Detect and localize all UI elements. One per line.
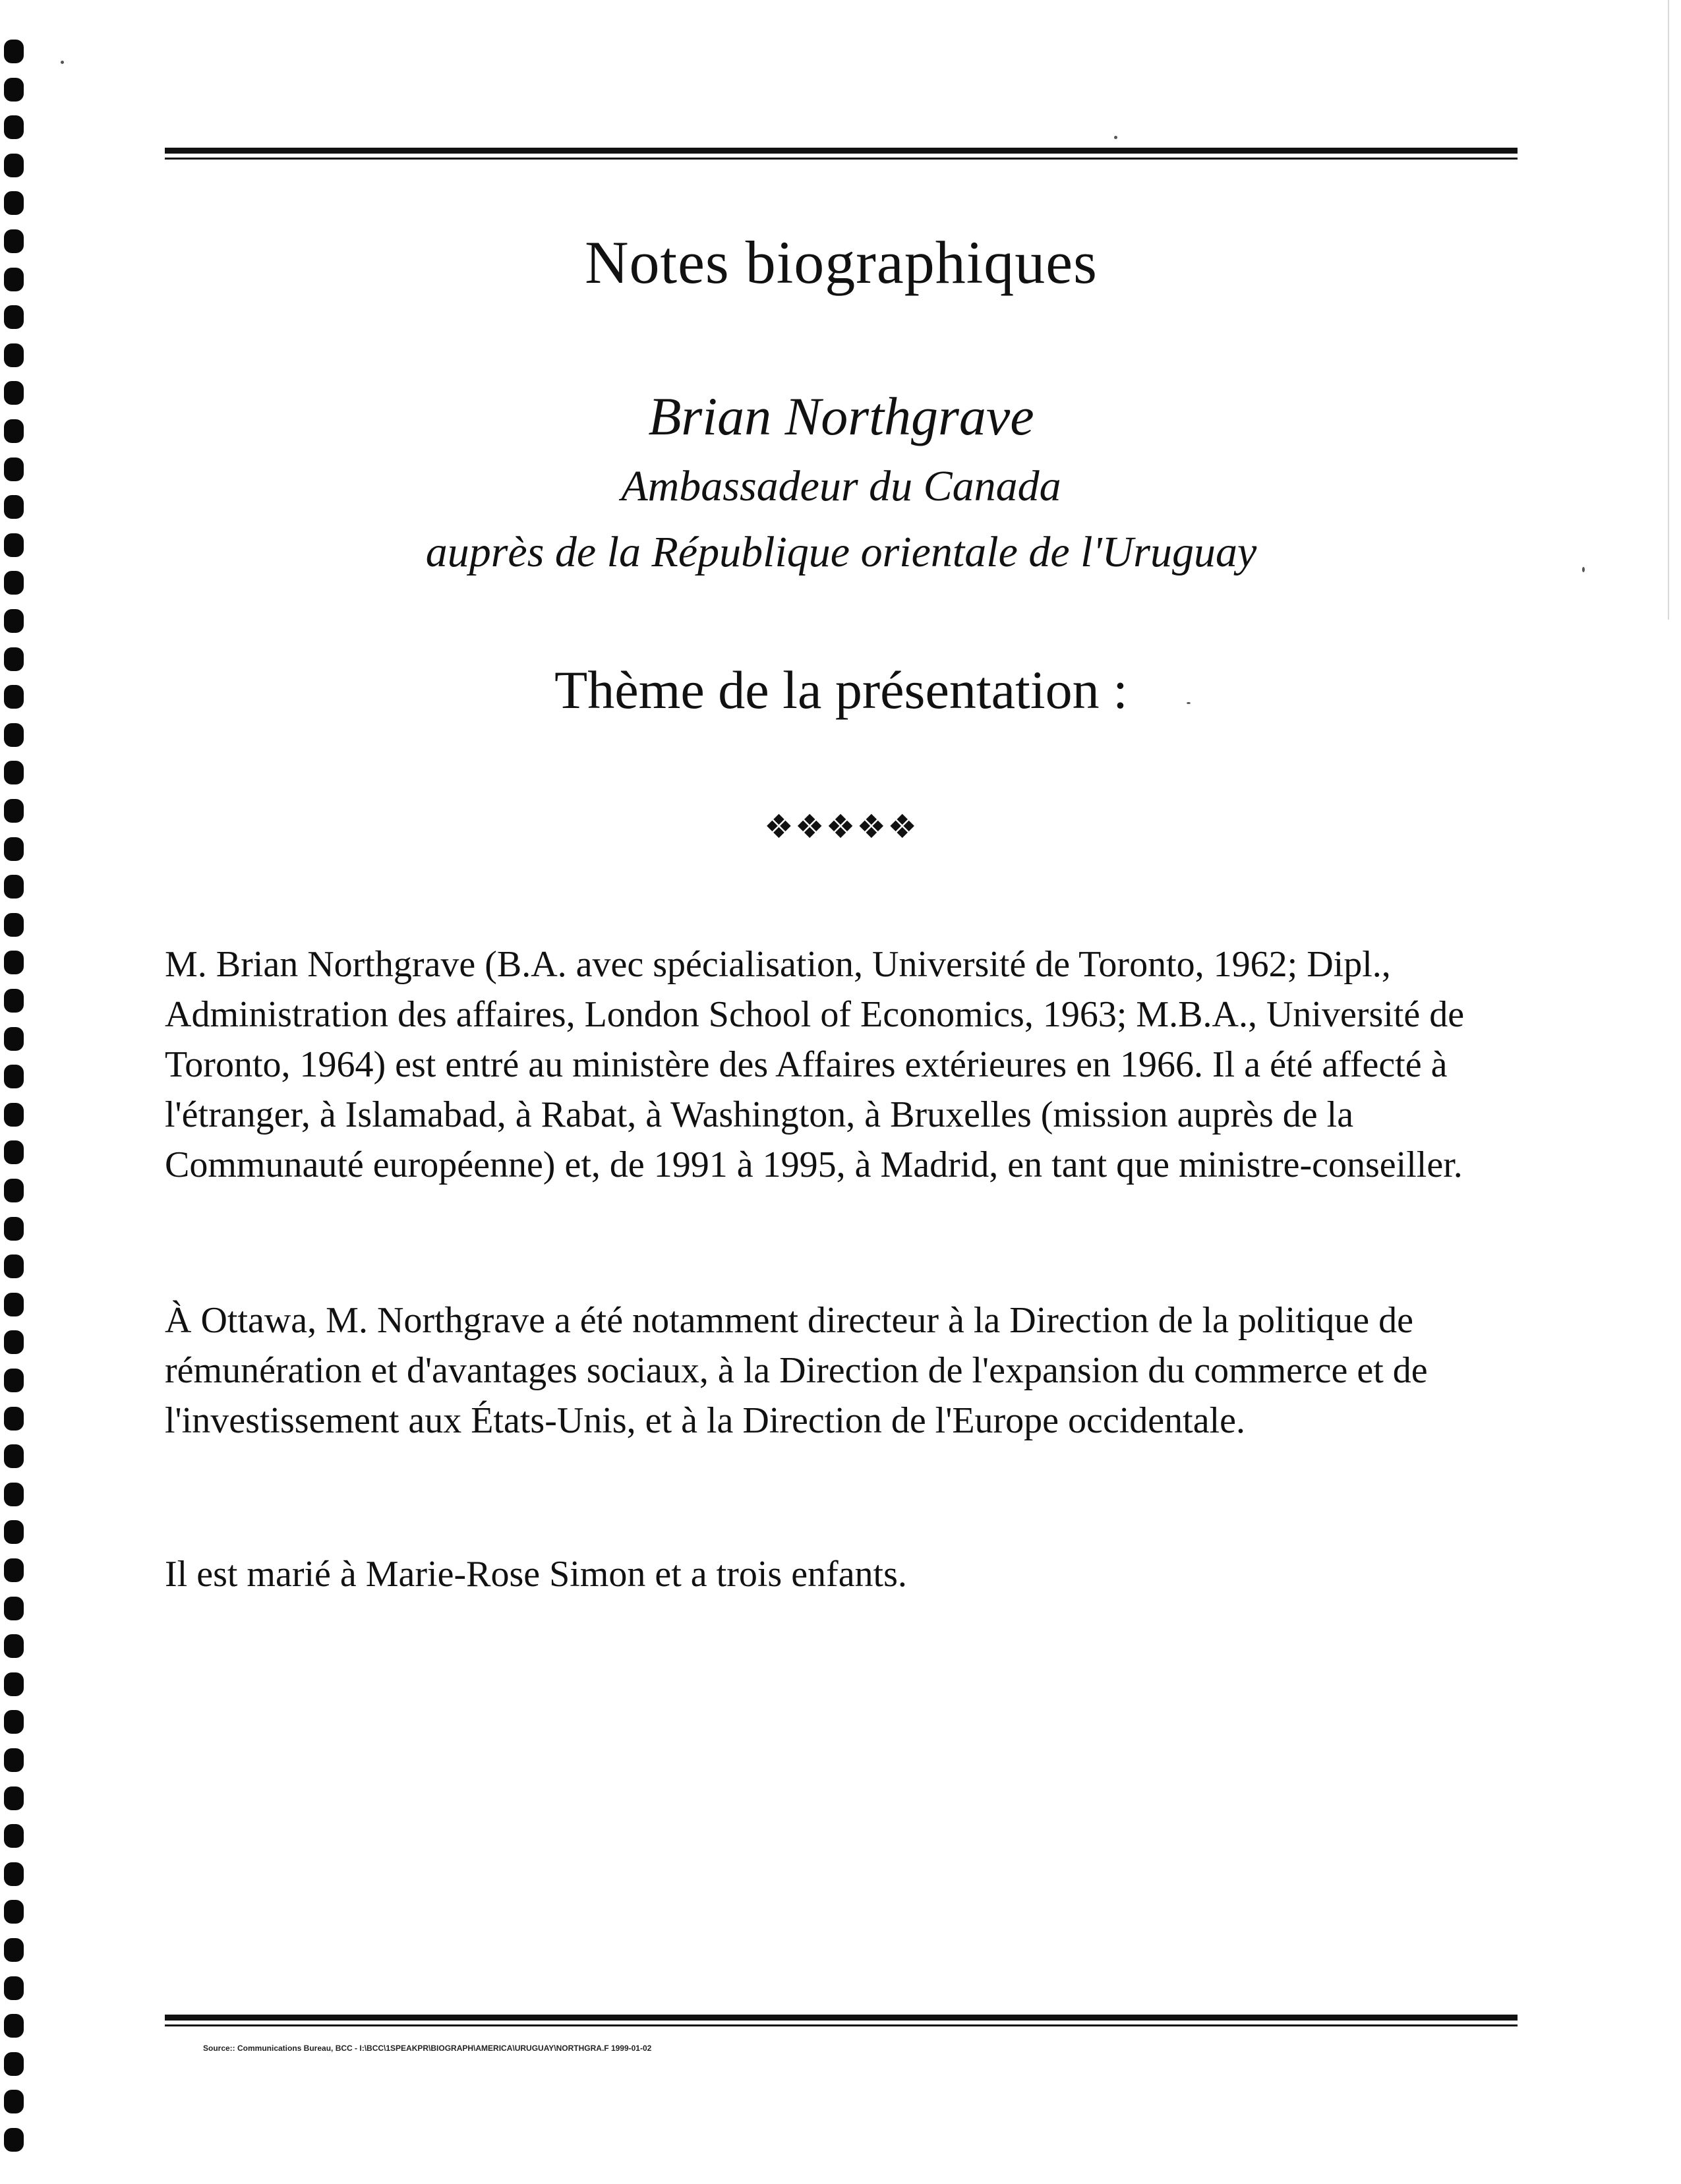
binder-hole bbox=[4, 1369, 24, 1392]
binder-hole bbox=[4, 2014, 24, 2038]
ambassador-role: Ambassadeur du Canada bbox=[621, 462, 1061, 510]
binder-hole bbox=[4, 951, 24, 974]
presentation-theme-label: Thème de la présentation : bbox=[554, 660, 1128, 720]
binder-hole bbox=[4, 154, 24, 177]
binder-hole bbox=[4, 1672, 24, 1696]
binder-hole bbox=[4, 40, 24, 63]
binder-hole bbox=[4, 1179, 24, 1202]
binder-hole bbox=[4, 799, 24, 823]
binder-hole bbox=[4, 1254, 24, 1278]
binder-hole bbox=[4, 571, 24, 595]
binder-hole bbox=[4, 495, 24, 519]
binder-hole bbox=[4, 875, 24, 899]
binder-hole bbox=[4, 1027, 24, 1051]
binder-hole bbox=[4, 1293, 24, 1316]
binder-hole bbox=[4, 1900, 24, 1924]
binder-hole bbox=[4, 1597, 24, 1620]
binder-hole bbox=[4, 913, 24, 937]
binder-hole bbox=[4, 1103, 24, 1127]
diamond-ornament-divider: ❖❖❖❖❖ bbox=[763, 808, 919, 846]
binder-hole bbox=[4, 647, 24, 671]
binder-hole bbox=[4, 1862, 24, 1886]
scan-speck bbox=[61, 61, 64, 64]
binder-hole bbox=[4, 1748, 24, 1772]
binder-hole bbox=[4, 1483, 24, 1506]
binder-hole bbox=[4, 2052, 24, 2076]
bottom-double-rule bbox=[165, 2015, 1518, 2026]
binder-hole bbox=[4, 2090, 24, 2113]
binder-hole bbox=[4, 191, 24, 215]
binder-hole bbox=[4, 1520, 24, 1544]
binder-hole bbox=[4, 1444, 24, 1468]
binder-holes bbox=[0, 40, 53, 2184]
binder-hole bbox=[4, 419, 24, 443]
bio-paragraph-family: Il est marié à Marie-Rose Simon et a trois enfants. bbox=[165, 1554, 907, 1595]
binder-hole bbox=[4, 533, 24, 557]
binder-hole bbox=[4, 609, 24, 633]
binder-hole bbox=[4, 2128, 24, 2152]
binder-hole bbox=[4, 723, 24, 747]
binder-hole bbox=[4, 457, 24, 481]
binder-hole bbox=[4, 989, 24, 1013]
binder-hole bbox=[4, 1786, 24, 1810]
binder-hole bbox=[4, 229, 24, 253]
ambassador-name: Brian Northgrave bbox=[648, 386, 1034, 446]
bio-paragraph-ottawa: À Ottawa, M. Northgrave a été notamment directeur à la Direction de la politique de rémunération et d'avantages sociaux, à la Direction de l'expansion du commerce et de l'investissement aux États-Unis, et à la Direction de l'Europe occidentale. bbox=[165, 1300, 1428, 1441]
binder-hole bbox=[4, 1976, 24, 2000]
binder-hole bbox=[4, 1330, 24, 1354]
scan-speck bbox=[1582, 567, 1585, 572]
binder-hole bbox=[4, 305, 24, 329]
binder-hole bbox=[4, 1407, 24, 1431]
binder-hole bbox=[4, 343, 24, 367]
binder-hole bbox=[4, 1558, 24, 1582]
binder-hole bbox=[4, 78, 24, 102]
source-footer: Source:: Communications Bureau, BCC - I:\BCC\1SPEAKPR\BIOGRAPH\AMERICA\URUGUAY\NORTHGRA.F 1999-01-02 bbox=[203, 2044, 652, 2053]
binder-hole bbox=[4, 115, 24, 139]
document-title: Notes biographiques bbox=[585, 229, 1098, 296]
scan-speck bbox=[1114, 136, 1117, 139]
binder-hole bbox=[4, 1065, 24, 1088]
binder-hole bbox=[4, 268, 24, 291]
page-edge-line bbox=[1668, 0, 1669, 620]
binder-hole bbox=[4, 1824, 24, 1848]
binder-hole bbox=[4, 685, 24, 709]
binder-hole bbox=[4, 381, 24, 405]
scan-speck bbox=[1187, 702, 1191, 704]
binder-hole bbox=[4, 1634, 24, 1658]
binder-hole bbox=[4, 1710, 24, 1734]
binder-hole bbox=[4, 1140, 24, 1164]
binder-hole bbox=[4, 1938, 24, 1962]
bio-paragraph-career: M. Brian Northgrave (B.A. avec spécialisation, Université de Toronto, 1962; Dipl., Administration des affaires, London School of Economics, 1963; M.B.A., Université de Toronto, 1964) est entré au ministère des Affaires extérieures en 1966. Il a été affecté à l'étranger, à Islamabad, à Rabat, à Washington, à Bruxelles (mission auprès de la Communauté européenne) et, de 1991 à 1995, à Madrid, en tant que ministre-conseiller. bbox=[165, 944, 1465, 1185]
binder-hole bbox=[4, 761, 24, 784]
binder-hole bbox=[4, 1217, 24, 1241]
binder-hole bbox=[4, 837, 24, 861]
ambassador-post: auprès de la République orientale de l'Uruguay bbox=[425, 528, 1257, 576]
top-double-rule bbox=[165, 148, 1518, 160]
